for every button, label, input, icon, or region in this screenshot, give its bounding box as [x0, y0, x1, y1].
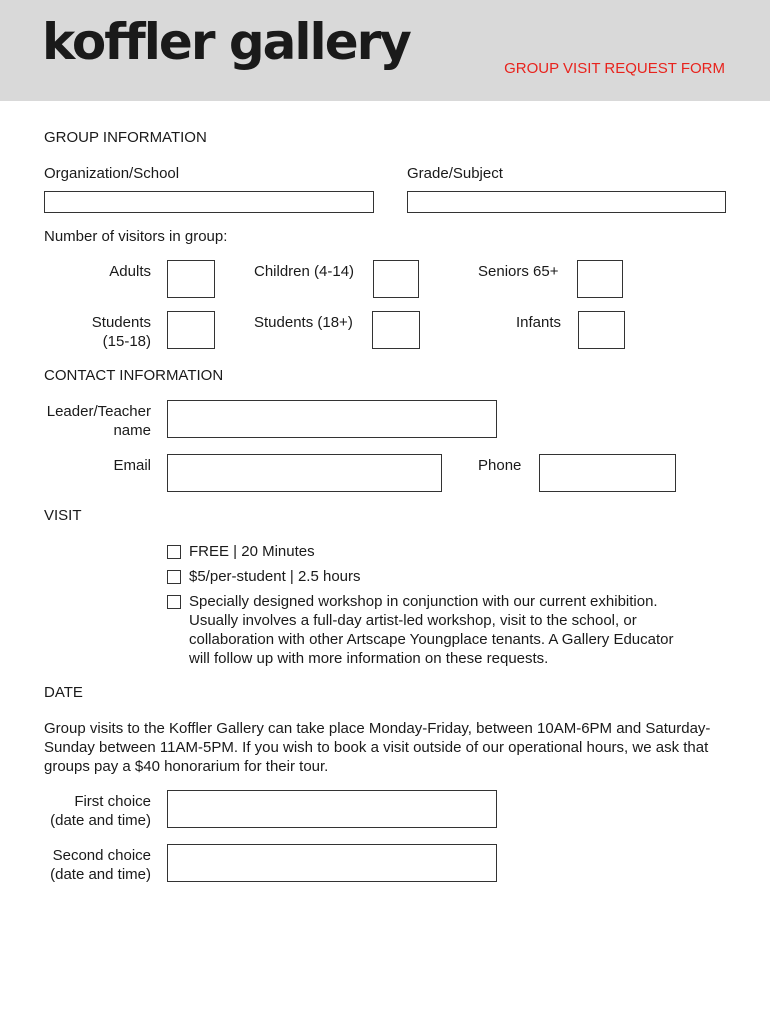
adults-count-field[interactable] [167, 260, 215, 298]
gallery-logo: koffler gallery [42, 13, 410, 71]
students-18-count-field[interactable] [372, 311, 420, 349]
first-choice-label-line1: First choice [74, 793, 151, 810]
leader-label-line2: name [113, 422, 151, 439]
seniors-label: Seniors 65+ [478, 263, 559, 280]
adults-label: Adults [109, 263, 151, 280]
paid-visit-label: $5/per-student | 2.5 hours [189, 568, 361, 585]
visit-heading: VISIT [44, 507, 82, 524]
workshop-checkbox[interactable] [167, 595, 181, 609]
students-18-label: Students (18+) [254, 314, 353, 331]
phone-label: Phone [478, 457, 522, 474]
contact-heading: CONTACT INFORMATION [44, 367, 224, 384]
students-15-18-label-line1: Students [91, 314, 151, 331]
second-choice-label-line1: Second choice [52, 847, 151, 864]
free-visit-label: FREE | 20 Minutes [189, 543, 315, 560]
children-count-field[interactable] [373, 260, 419, 298]
phone-field[interactable] [539, 454, 676, 492]
org-field[interactable] [44, 191, 374, 213]
leader-label-line1: Leader/Teacher [46, 403, 151, 420]
grade-field[interactable] [407, 191, 726, 213]
grade-label: Grade/Subject [407, 165, 503, 182]
visitors-label: Number of visitors in group: [44, 228, 228, 245]
date-description: Group visits to the Koffler Gallery can take place Monday-Friday, between 10AM-6PM and Saturday-Sunday between 11AM-5PM. If you wish to book a visit outside of our operational hours, we ask that groups pay a $40 honorarium for their tour. [44, 720, 711, 775]
first-choice-label-line2: (date and time) [50, 812, 151, 829]
group-info-heading: GROUP INFORMATION [44, 129, 207, 146]
paid-visit-checkbox[interactable] [167, 570, 181, 584]
form-title: GROUP VISIT REQUEST FORM [504, 60, 725, 77]
second-choice-field[interactable] [167, 844, 497, 882]
students-15-18-label-line2: (15-18) [102, 333, 151, 350]
workshop-label: Specially designed workshop in conjunction with our current exhibition. Usually involves a full-day artist-led workshop, visit to the school, or collaboration with other Artscape Youngplace tenants. A Gallery Educator will follow up with more information on these requests. [189, 593, 674, 667]
free-visit-checkbox[interactable] [167, 545, 181, 559]
first-choice-field[interactable] [167, 790, 497, 828]
leader-name-field[interactable] [167, 400, 497, 438]
students-15-18-count-field[interactable] [167, 311, 215, 349]
seniors-count-field[interactable] [577, 260, 623, 298]
email-field[interactable] [167, 454, 442, 492]
email-label: Email [113, 457, 151, 474]
date-heading: DATE [44, 684, 83, 701]
infants-label: Infants [515, 314, 561, 331]
org-label: Organization/School [44, 165, 180, 182]
second-choice-label-line2: (date and time) [50, 866, 151, 883]
infants-count-field[interactable] [578, 311, 625, 349]
children-label: Children (4-14) [254, 263, 355, 280]
